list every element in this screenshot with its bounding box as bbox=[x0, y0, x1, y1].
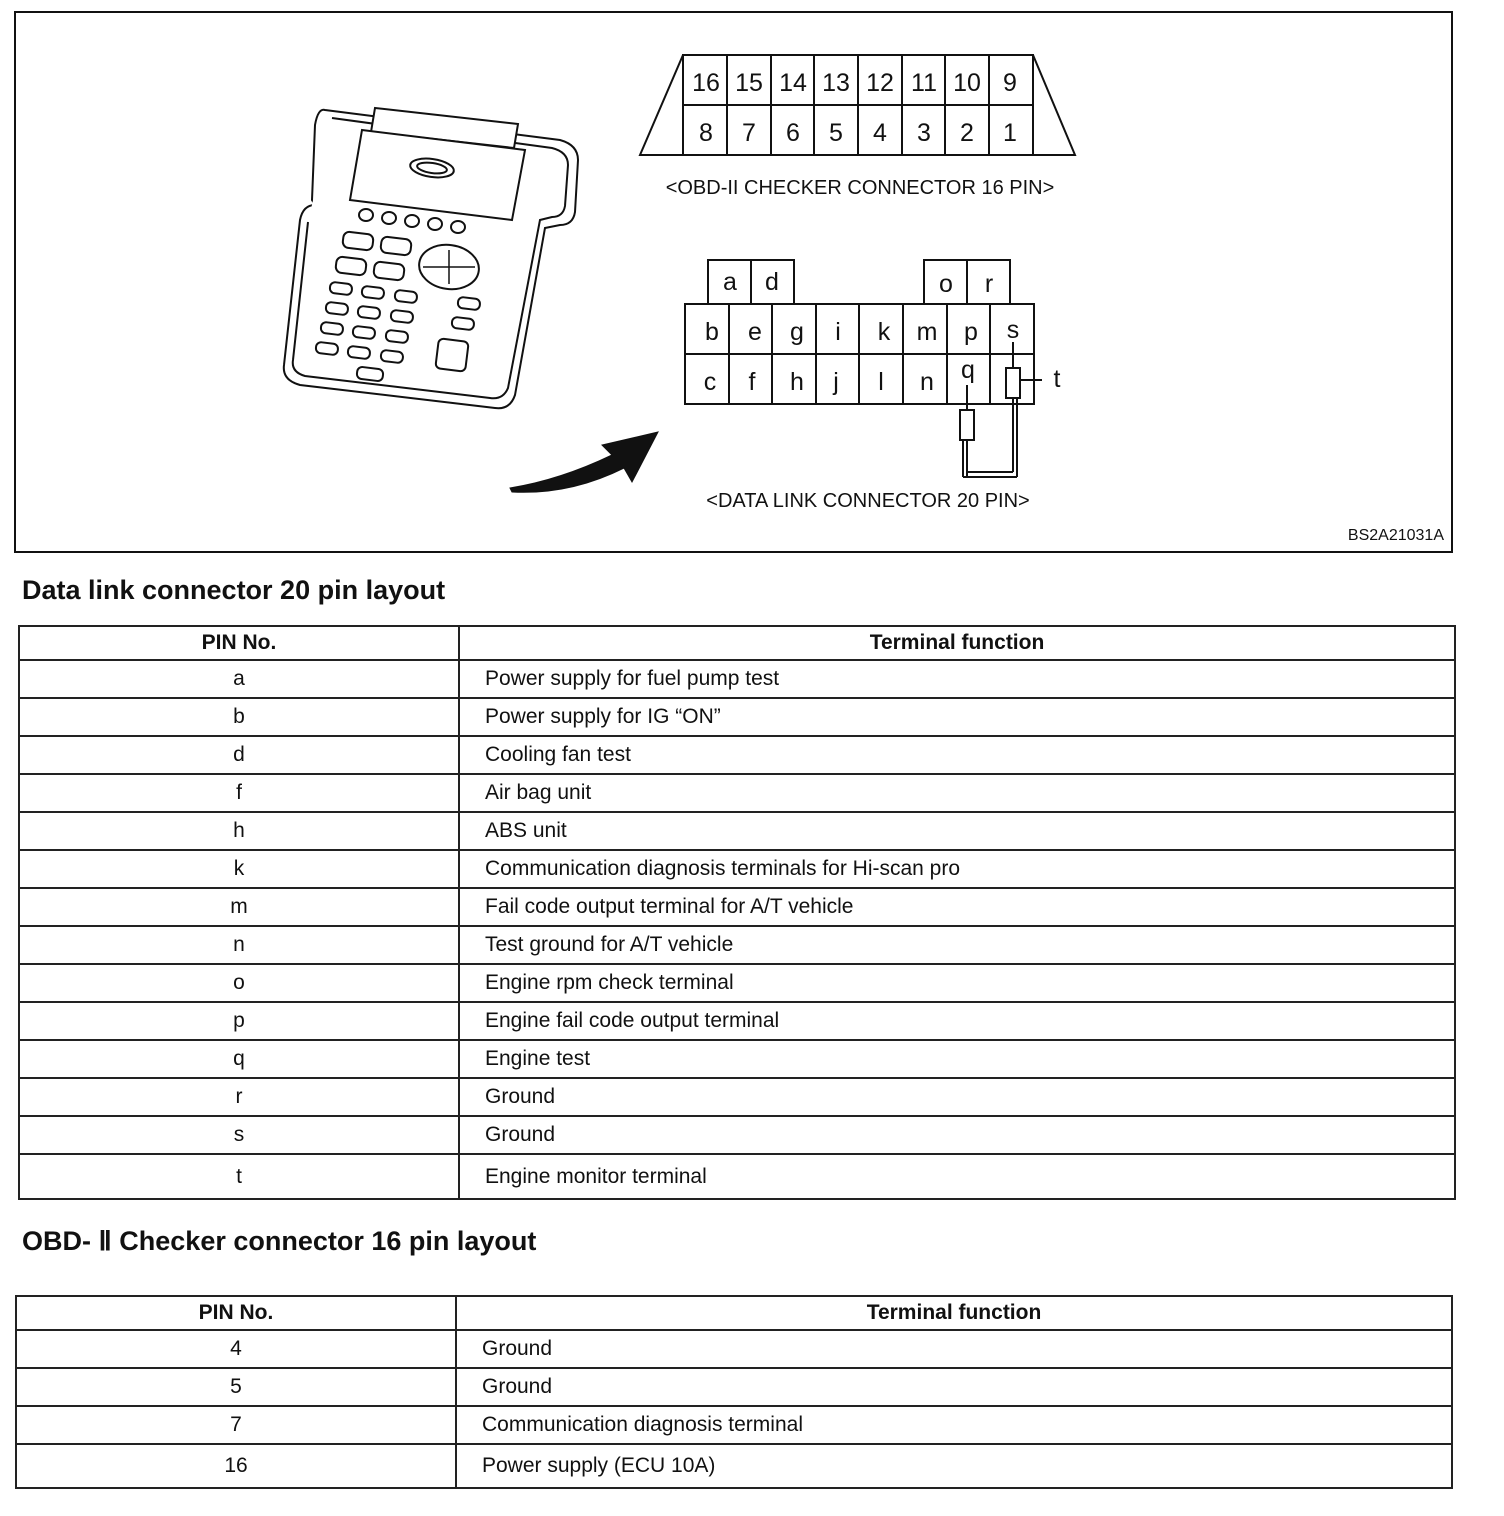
obd-pin-label: 1 bbox=[1003, 119, 1017, 147]
obd-pin-label: 4 bbox=[873, 119, 887, 147]
table-row bbox=[19, 1040, 1455, 1078]
table-row bbox=[19, 736, 1455, 774]
table-row bbox=[19, 964, 1455, 1002]
table-row bbox=[16, 1330, 1452, 1368]
obd-pin-label: 11 bbox=[911, 69, 937, 97]
pin-cell: q bbox=[19, 1040, 459, 1078]
pin-cell: 7 bbox=[16, 1406, 456, 1444]
obd-pin-label: 15 bbox=[735, 69, 763, 97]
pin-cell: 5 bbox=[16, 1368, 456, 1406]
terminal-function-header: Terminal function bbox=[456, 1296, 1452, 1330]
pin-cell: a bbox=[19, 660, 459, 698]
dlc-pin-label: j bbox=[833, 368, 839, 396]
dlc-section-title: Data link connector 20 pin layout bbox=[22, 575, 446, 605]
pin-cell: f bbox=[19, 774, 459, 812]
dlc-pin-label: b bbox=[705, 318, 719, 346]
table-row bbox=[19, 1116, 1455, 1154]
function-cell: Engine test bbox=[459, 1040, 1455, 1078]
dlc-pin-label: p bbox=[964, 318, 978, 346]
dlc-tab-label: o bbox=[939, 270, 953, 298]
function-cell: Power supply for fuel pump test bbox=[459, 660, 1455, 698]
dlc-pin-label: g bbox=[790, 318, 804, 346]
table-row bbox=[19, 850, 1455, 888]
table-row bbox=[19, 888, 1455, 926]
function-cell: Communication diagnosis terminal bbox=[456, 1406, 1452, 1444]
obd-pin-label: 8 bbox=[699, 119, 713, 147]
dlc-pin-label: e bbox=[748, 318, 762, 346]
function-cell: Engine monitor terminal bbox=[459, 1154, 1455, 1199]
obd-pin-label: 5 bbox=[829, 119, 843, 147]
function-cell: Power supply (ECU 10A) bbox=[456, 1444, 1452, 1488]
obd-pin-table bbox=[15, 1295, 1453, 1489]
figure-id: BS2A21031A bbox=[1347, 527, 1444, 544]
obd-pin-label: 6 bbox=[786, 119, 800, 147]
pin-cell: p bbox=[19, 1002, 459, 1040]
table-row bbox=[19, 1078, 1455, 1116]
pin-no-header: PIN No. bbox=[16, 1296, 456, 1330]
terminal-function-header: Terminal function bbox=[459, 626, 1455, 660]
obd-pin-label: 16 bbox=[692, 69, 720, 97]
dlc-pin-label: k bbox=[877, 318, 891, 346]
dlc-pin-label: h bbox=[790, 368, 804, 396]
pin-cell: o bbox=[19, 964, 459, 1002]
function-cell: Engine rpm check terminal bbox=[459, 964, 1455, 1002]
function-cell: Cooling fan test bbox=[459, 736, 1455, 774]
table-header-row bbox=[16, 1296, 1452, 1330]
connector-figure bbox=[0, 0, 1504, 560]
dlc-pin-table bbox=[18, 625, 1456, 1200]
obd-pin-label: 7 bbox=[742, 119, 756, 147]
dlc-connector-caption: <DATA LINK CONNECTOR 20 PIN> bbox=[706, 490, 1030, 512]
pin-cell: b bbox=[19, 698, 459, 736]
function-cell: Ground bbox=[456, 1330, 1452, 1368]
table-row bbox=[19, 774, 1455, 812]
table-row bbox=[16, 1368, 1452, 1406]
function-cell: Ground bbox=[459, 1116, 1455, 1154]
dlc-pin-label: i bbox=[835, 318, 841, 346]
table-header-row bbox=[19, 626, 1455, 660]
dlc-pin-label: m bbox=[916, 318, 938, 346]
function-cell: Test ground for A/T vehicle bbox=[459, 926, 1455, 964]
function-cell: Communication diagnosis terminals for Hi-scan pro bbox=[459, 850, 1455, 888]
pin-cell: n bbox=[19, 926, 459, 964]
obd-pin-label: 14 bbox=[779, 69, 807, 97]
obd-pin-label: 10 bbox=[953, 69, 981, 97]
dlc-tab-label: a bbox=[723, 268, 737, 296]
pin-cell: r bbox=[19, 1078, 459, 1116]
function-cell: Engine fail code output terminal bbox=[459, 1002, 1455, 1040]
table-row bbox=[16, 1406, 1452, 1444]
table-row bbox=[19, 926, 1455, 964]
dlc-pin-label: s bbox=[1006, 316, 1020, 344]
pin-cell: s bbox=[19, 1116, 459, 1154]
function-cell: Ground bbox=[456, 1368, 1452, 1406]
pin-cell: t bbox=[19, 1154, 459, 1199]
pin-cell: h bbox=[19, 812, 459, 850]
obd-pin-label: 12 bbox=[866, 69, 894, 97]
pin-cell: k bbox=[19, 850, 459, 888]
function-cell: ABS unit bbox=[459, 812, 1455, 850]
dlc-pin-label: c bbox=[703, 368, 717, 396]
function-cell: Fail code output terminal for A/T vehicle bbox=[459, 888, 1455, 926]
table-row bbox=[19, 698, 1455, 736]
function-cell: Air bag unit bbox=[459, 774, 1455, 812]
table-row bbox=[19, 1002, 1455, 1040]
pin-no-header: PIN No. bbox=[19, 626, 459, 660]
dlc-pin-label: l bbox=[878, 368, 884, 396]
obd-section-title: OBD- Ⅱ Checker connector 16 pin layout bbox=[22, 1226, 537, 1256]
obd-connector-caption: <OBD-II CHECKER CONNECTOR 16 PIN> bbox=[665, 177, 1055, 199]
function-cell: Power supply for IG “ON” bbox=[459, 698, 1455, 736]
pin-cell: m bbox=[19, 888, 459, 926]
table-row bbox=[16, 1444, 1452, 1488]
dlc-tab-label: d bbox=[765, 268, 779, 296]
table-row bbox=[19, 660, 1455, 698]
pin-cell: 16 bbox=[16, 1444, 456, 1488]
obd-pin-label: 13 bbox=[822, 69, 850, 97]
table-row bbox=[19, 812, 1455, 850]
dlc-tab-label: r bbox=[984, 270, 994, 298]
function-cell: Ground bbox=[459, 1078, 1455, 1116]
table-row bbox=[19, 1154, 1455, 1199]
obd-pin-label: 9 bbox=[1003, 69, 1017, 97]
pin-cell: 4 bbox=[16, 1330, 456, 1368]
jumper-label: t bbox=[1053, 365, 1061, 393]
dlc-pin-label: f bbox=[748, 368, 756, 396]
obd-pin-label: 2 bbox=[960, 119, 974, 147]
obd-pin-label: 3 bbox=[917, 119, 931, 147]
dlc-pin-label: n bbox=[920, 368, 934, 396]
dlc-pin-label: q bbox=[961, 356, 975, 384]
pin-cell: d bbox=[19, 736, 459, 774]
